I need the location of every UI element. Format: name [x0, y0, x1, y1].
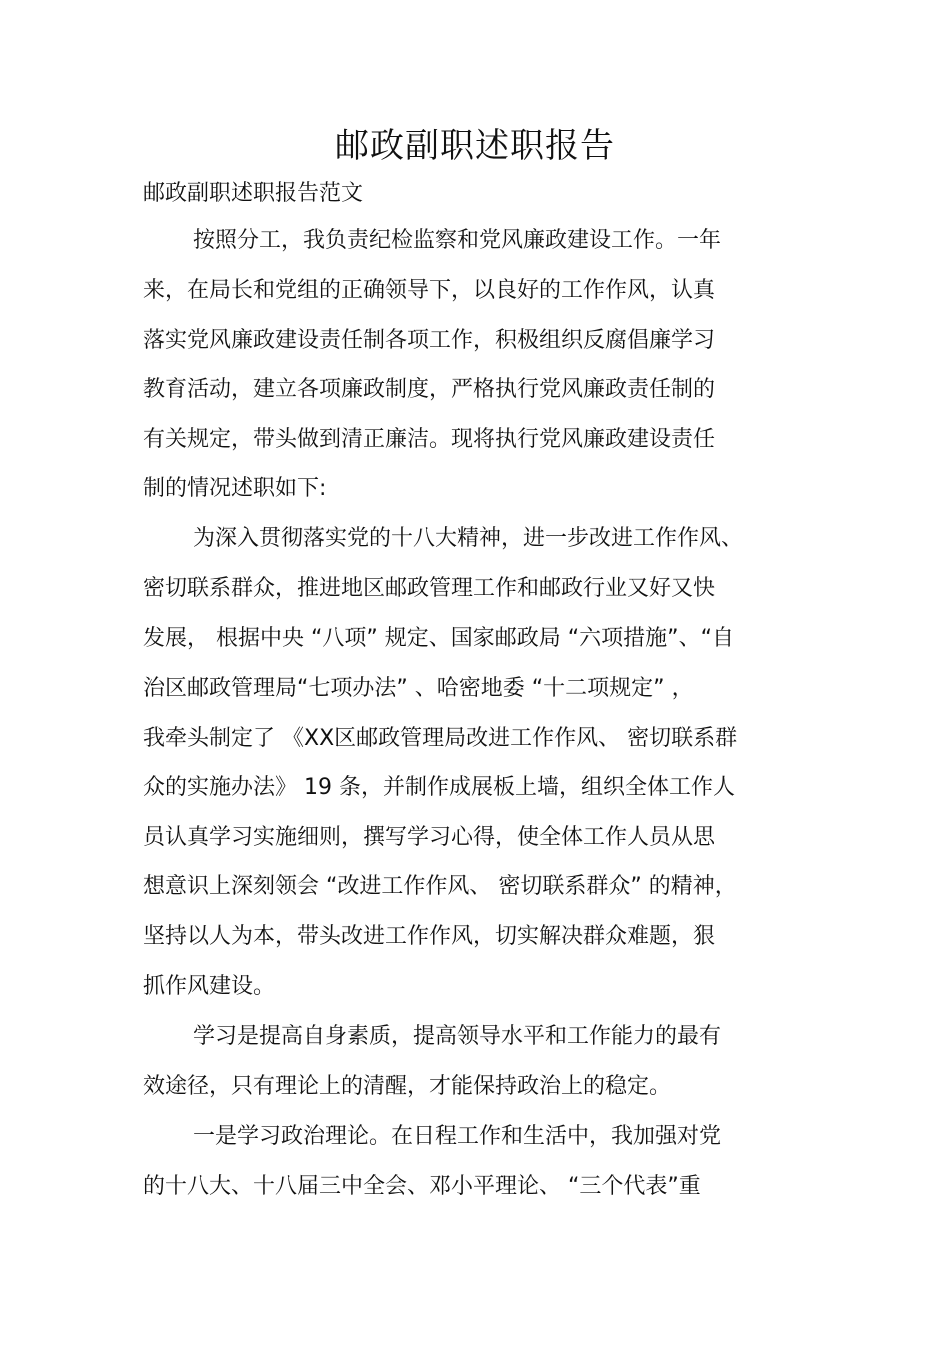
- paragraph-line: 发展， 根据中央 “八项” 规定、国家邮政局 “六项措施”、“自: [143, 626, 734, 651]
- paragraph-line: 一是学习政治理论。在日程工作和生活中，我加强对党: [193, 1124, 722, 1149]
- paragraph-line: 来，在局长和党组的正确领导下，以良好的工作作风，认真: [143, 278, 716, 303]
- paragraph-line: 有关规定，带头做到清正廉洁。现将执行党风廉政建设责任: [143, 427, 716, 452]
- document-title: 邮政副职述职报告: [335, 126, 615, 166]
- paragraph-line: 制的情况述职如下:: [143, 476, 327, 501]
- paragraph-line: 落实党风廉政建设责任制各项工作，积极组织反腐倡廉学习: [143, 328, 716, 353]
- document-subtitle: 邮政副职述职报告范文: [143, 181, 364, 206]
- paragraph-line: 坚持以人为本，带头改进工作作风，切实解决群众难题，狠: [143, 924, 716, 949]
- paragraph-line: 密切联系群众，推进地区邮政管理工作和邮政行业又好又快: [143, 576, 716, 601]
- paragraph-line: 我牵头制定了 《XX区邮政管理局改进工作作风、 密切联系群: [143, 726, 738, 751]
- paragraph-line: 抓作风建设。: [143, 974, 276, 999]
- paragraph-line: 教育活动，建立各项廉政制度，严格执行党风廉政责任制的: [143, 377, 716, 402]
- paragraph-line: 学习是提高自身素质，提高领导水平和工作能力的最有: [193, 1024, 722, 1049]
- paragraph-line: 效途径，只有理论上的清醒，才能保持政治上的稳定。: [143, 1074, 672, 1099]
- paragraph-line: 众的实施办法》 19 条，并制作成展板上墙，组织全体工作人: [143, 775, 735, 800]
- paragraph-line: 员认真学习实施细则，撰写学习心得，使全体工作人员从思: [143, 825, 716, 850]
- paragraph-line: 按照分工，我负责纪检监察和党风廉政建设工作。一年: [193, 228, 722, 253]
- paragraph-line: 想意识上深刻领会 “改进工作作风、 密切联系群众” 的精神，: [143, 874, 737, 899]
- paragraph-line: 的十八大、十八届三中全会、邓小平理论、 “三个代表”重: [143, 1174, 701, 1199]
- paragraph-line: 为深入贯彻落实党的十八大精神，进一步改进工作作风、: [193, 526, 744, 551]
- paragraph-line: 治区邮政管理局“七项办法” 、哈密地委 “十二项规定” ，: [143, 676, 694, 701]
